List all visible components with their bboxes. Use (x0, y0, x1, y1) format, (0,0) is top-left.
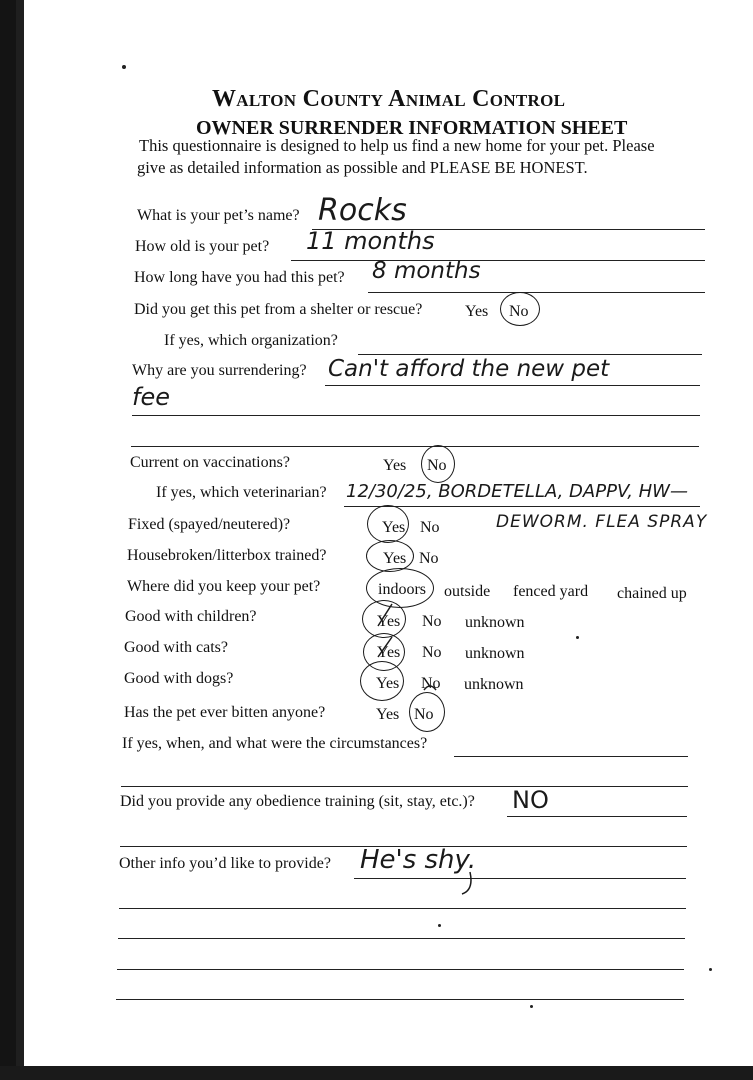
option-yes: Yes (383, 550, 407, 567)
question-bitten: Has the pet ever bitten anyone? (124, 704, 326, 721)
option-chained-up: chained up (617, 585, 687, 602)
answer-age: 11 months (306, 227, 435, 255)
option-unknown: unknown (465, 645, 525, 662)
option-yes: Yes (377, 644, 401, 661)
option-no: No (414, 706, 434, 723)
answer-pet-name: Rocks (318, 193, 407, 228)
option-no: No (422, 613, 442, 630)
question-vaccinations: Current on vaccinations? (130, 454, 290, 471)
answer-how-long: 8 months (372, 258, 481, 284)
intro-line-1: This questionnaire is designed to help us find a new home for your pet. Please (139, 136, 655, 155)
question-dogs: Good with dogs? (124, 670, 234, 687)
answer-vet-line-1: 12/30/25, BORDETELLA, DAPPV, HW— (346, 481, 688, 502)
option-yes: Yes (383, 457, 407, 474)
page-subtitle: OWNER SURRENDER INFORMATION SHEET (196, 117, 628, 139)
option-no: No (421, 675, 441, 692)
answer-other: He's shy. (360, 845, 477, 875)
option-unknown: unknown (464, 676, 524, 693)
option-outside: outside (444, 583, 491, 600)
question-why: Why are you surrendering? (132, 362, 307, 379)
question-keep: Where did you keep your pet? (127, 578, 321, 595)
question-pet-name: What is your pet’s name? (137, 207, 300, 224)
option-no: No (427, 457, 447, 474)
intro-line-2: give as detailed information as possible and PLEASE BE HONEST. (137, 158, 588, 177)
question-other: Other info you’d like to provide? (119, 855, 331, 872)
question-training: Did you provide any obedience training (sit, stay, etc.)? (120, 793, 475, 810)
option-yes: Yes (377, 613, 401, 630)
question-fixed: Fixed (spayed/neutered)? (128, 516, 291, 533)
question-how-long: How long have you had this pet? (134, 269, 345, 286)
option-no: No (509, 303, 529, 320)
option-no: No (419, 550, 439, 567)
option-no: No (422, 644, 442, 661)
answer-vet-line-2: DEWORM. FLEA SPRAY (496, 512, 708, 532)
option-yes: Yes (376, 675, 400, 692)
question-vet: If yes, which veterinarian? (156, 484, 327, 501)
option-unknown: unknown (465, 614, 525, 631)
answer-why-line-1: Can't afford the new pet (328, 356, 610, 382)
question-age: How old is your pet? (135, 238, 270, 255)
option-yes: Yes (465, 303, 489, 320)
question-circumstances: If yes, when, and what were the circumstances? (122, 735, 428, 752)
question-shelter: Did you get this pet from a shelter or rescue? (134, 301, 423, 318)
question-housebroken: Housebroken/litterbox trained? (127, 547, 327, 564)
option-no: No (420, 519, 440, 536)
question-cats: Good with cats? (124, 639, 228, 656)
option-indoors: indoors (378, 581, 426, 598)
answer-training: NO (512, 786, 549, 814)
question-which-org: If yes, which organization? (164, 332, 338, 349)
option-yes: Yes (382, 519, 406, 536)
option-fenced-yard: fenced yard (513, 583, 589, 600)
page-title: Walton County Animal Control (212, 86, 566, 112)
answer-why-line-2: fee (132, 383, 170, 411)
option-yes: Yes (376, 706, 400, 723)
question-children: Good with children? (125, 608, 257, 625)
